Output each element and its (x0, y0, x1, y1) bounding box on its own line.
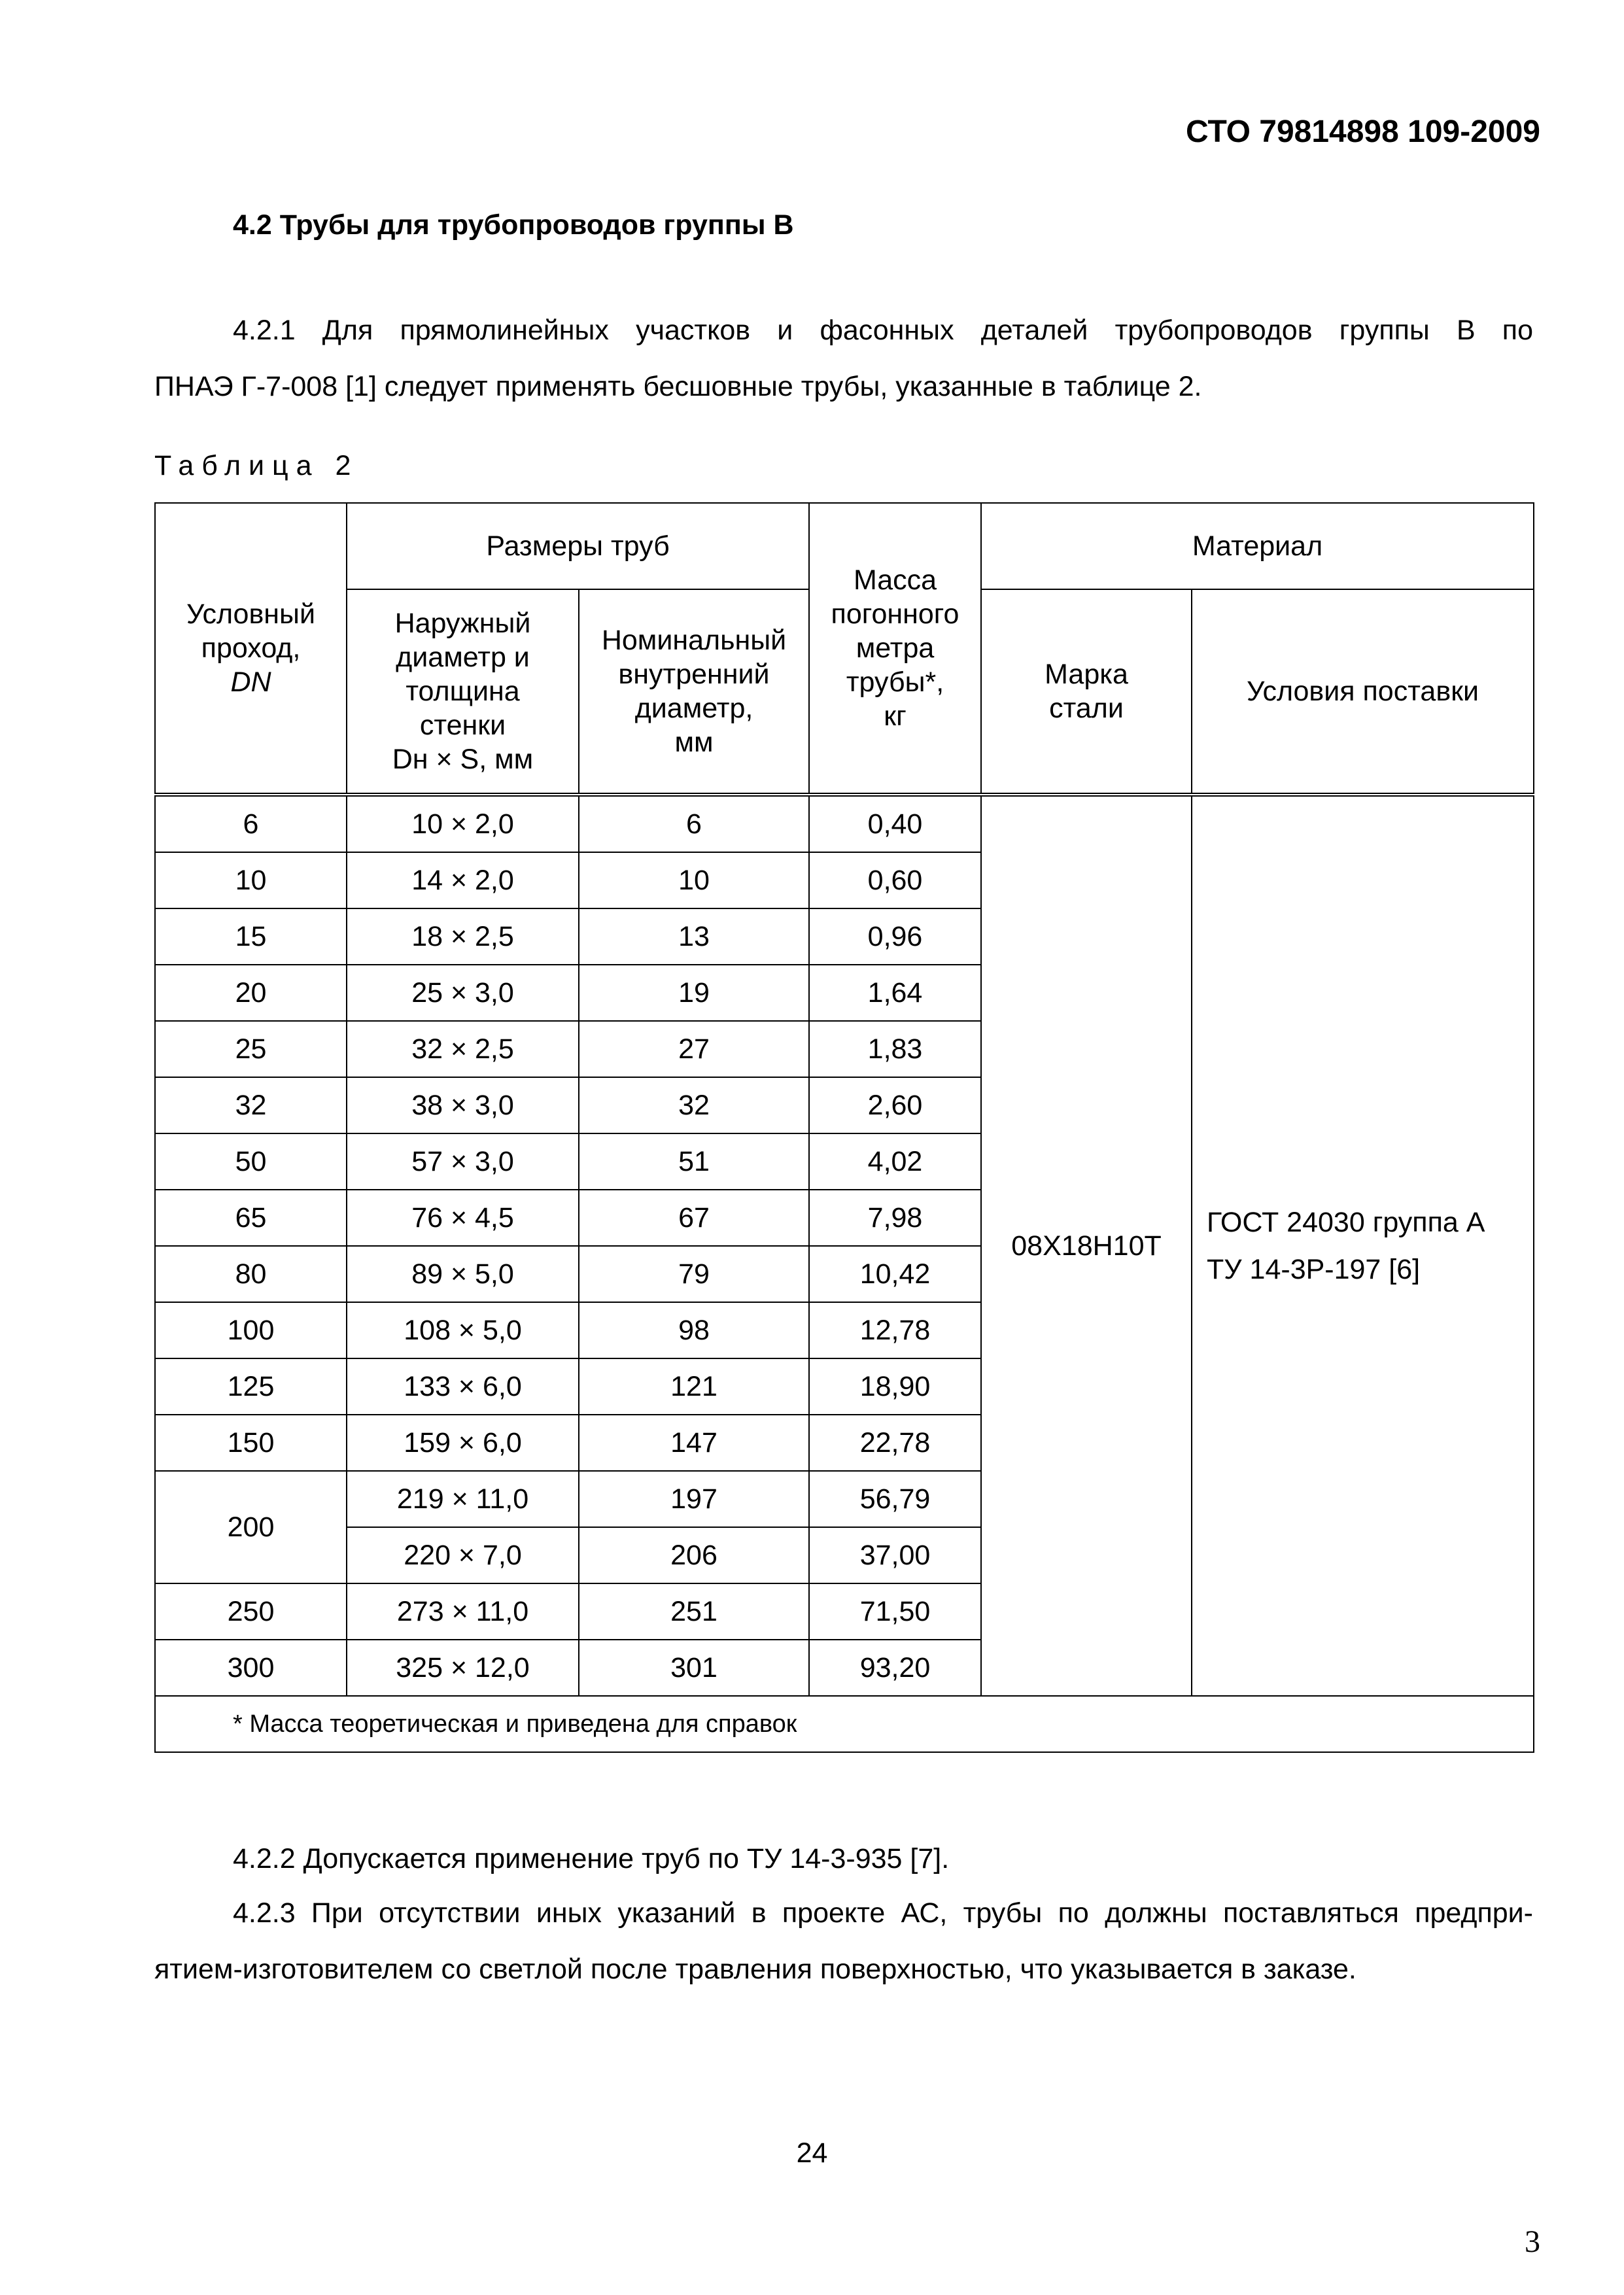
cell-mass: 4,02 (809, 1133, 981, 1190)
cell-inner: 13 (579, 908, 809, 965)
cell-outer: 10 × 2,0 (347, 795, 579, 852)
cell-mass: 7,98 (809, 1190, 981, 1246)
cell-dn: 10 (155, 852, 347, 908)
cell-outer: 220 × 7,0 (347, 1527, 579, 1583)
cell-dn: 80 (155, 1246, 347, 1302)
cell-mass: 22,78 (809, 1415, 981, 1471)
table-row (155, 795, 1534, 852)
cell-mass: 18,90 (809, 1358, 981, 1415)
header-text: кг (884, 700, 907, 732)
cell-dn: 20 (155, 965, 347, 1021)
cell-mass: 0,96 (809, 908, 981, 965)
header-text: Наружный (394, 608, 531, 639)
header-text: Масса (853, 564, 937, 596)
cell-inner: 251 (579, 1583, 809, 1640)
cell-inner: 6 (579, 795, 809, 852)
cell-inner: 27 (579, 1021, 809, 1077)
paragraph-line: 4.2.1 Для прямолинейных участков и фасонных деталей трубопроводов группы В по (233, 315, 1533, 346)
cell-outer: 273 × 11,0 (347, 1583, 579, 1640)
delivery-line: ГОСТ 24030 группа А (1207, 1207, 1485, 1238)
cell-outer: 14 × 2,0 (347, 852, 579, 908)
header-pipe-sizes: Размеры труб (347, 503, 809, 589)
document-code: СТО 79814898 109-2009 (1185, 114, 1540, 149)
cell-inner: 121 (579, 1358, 809, 1415)
cell-dn: 100 (155, 1302, 347, 1358)
section-title: 4.2 Трубы для трубопроводов группы В (233, 209, 794, 241)
header-text: погонного (831, 598, 959, 630)
cell-outer: 133 × 6,0 (347, 1358, 579, 1415)
cell-mass: 12,78 (809, 1302, 981, 1358)
cell-inner: 147 (579, 1415, 809, 1471)
scan-page-number: 3 (1525, 2224, 1540, 2259)
cell-outer: 32 × 2,5 (347, 1021, 579, 1077)
table-footnote-row (155, 1696, 1534, 1752)
header-text: диаметр, (634, 693, 753, 724)
cell-inner: 19 (579, 965, 809, 1021)
cell-dn: 50 (155, 1133, 347, 1190)
header-text: внутренний (618, 659, 770, 690)
header-text: трубы*, (846, 666, 944, 698)
cell-inner: 51 (579, 1133, 809, 1190)
cell-mass: 37,00 (809, 1527, 981, 1583)
cell-mass: 0,60 (809, 852, 981, 908)
cell-dn: 32 (155, 1077, 347, 1133)
cell-dn: 15 (155, 908, 347, 965)
cell-dn: 200 (155, 1471, 347, 1583)
cell-dn: 25 (155, 1021, 347, 1077)
cell-mass: 0,40 (809, 795, 981, 852)
header-material: Материал (981, 503, 1534, 589)
cell-dn: 250 (155, 1583, 347, 1640)
paragraph-4-2-2: 4.2.2 Допускается применение труб по ТУ 14-3-935 [7]. (233, 1843, 950, 1874)
header-delivery-conditions: Условия поставки (1192, 589, 1534, 795)
header-text: стали (1049, 693, 1124, 724)
cell-outer: 89 × 5,0 (347, 1246, 579, 1302)
cell-outer: 108 × 5,0 (347, 1302, 579, 1358)
cell-dn: 300 (155, 1640, 347, 1696)
cell-inner: 197 (579, 1471, 809, 1527)
cell-mass: 2,60 (809, 1077, 981, 1133)
page-number: 24 (796, 2137, 828, 2169)
header-text: диаметр и (396, 642, 530, 673)
header-dn (155, 503, 347, 795)
cell-outer: 25 × 3,0 (347, 965, 579, 1021)
cell-inner: 10 (579, 852, 809, 908)
cell-steel-grade: 08Х18Н10Т (981, 795, 1192, 1696)
header-text: стенки (419, 710, 506, 741)
header-text: Марка (1045, 659, 1128, 690)
cell-outer: 38 × 3,0 (347, 1077, 579, 1133)
paragraph-line: ПНАЭ Г-7-008 [1] следует применять бесшовные трубы, указанные в таблице 2. (154, 371, 1202, 402)
header-text: Номинальный (601, 625, 787, 656)
header-text: мм (674, 727, 714, 758)
cell-outer: 325 × 12,0 (347, 1640, 579, 1696)
header-steel-grade (981, 589, 1192, 795)
cell-inner: 79 (579, 1246, 809, 1302)
header-mass (809, 503, 981, 795)
header-text: Условный (186, 598, 315, 630)
header-outer-diameter (347, 589, 579, 795)
paragraph-4-2-3 (154, 1885, 1533, 1997)
header-text: DN (230, 666, 271, 698)
cell-mass: 93,20 (809, 1640, 981, 1696)
cell-delivery-conditions (1192, 795, 1534, 1696)
cell-outer: 76 × 4,5 (347, 1190, 579, 1246)
pipe-spec-table (154, 502, 1534, 1753)
cell-mass: 1,64 (809, 965, 981, 1021)
delivery-line: ТУ 14-3Р-197 [6] (1207, 1254, 1421, 1285)
table-footnote: * Масса теоретическая и приведена для справок (155, 1696, 1534, 1752)
cell-inner: 98 (579, 1302, 809, 1358)
header-text: метра (855, 632, 935, 664)
paragraph-line: ятием-изготовителем со светлой после травления поверхностью, что указывается в заказе. (154, 1954, 1356, 1985)
cell-outer: 159 × 6,0 (347, 1415, 579, 1471)
header-text: Dн × S, мм (392, 744, 534, 775)
paragraph-4-2-1 (154, 302, 1533, 415)
table-caption: Таблица 2 (154, 450, 359, 481)
cell-inner: 206 (579, 1527, 809, 1583)
header-text: проход, (201, 632, 301, 664)
cell-mass: 1,83 (809, 1021, 981, 1077)
cell-dn: 125 (155, 1358, 347, 1415)
header-text: толщина (406, 676, 520, 707)
cell-inner: 32 (579, 1077, 809, 1133)
cell-dn: 6 (155, 795, 347, 852)
cell-outer: 18 × 2,5 (347, 908, 579, 965)
cell-inner: 301 (579, 1640, 809, 1696)
cell-mass: 56,79 (809, 1471, 981, 1527)
cell-outer: 57 × 3,0 (347, 1133, 579, 1190)
cell-inner: 67 (579, 1190, 809, 1246)
cell-dn: 65 (155, 1190, 347, 1246)
cell-mass: 10,42 (809, 1246, 981, 1302)
cell-mass: 71,50 (809, 1583, 981, 1640)
cell-dn: 150 (155, 1415, 347, 1471)
paragraph-line: 4.2.3 При отсутствии иных указаний в проекте АС, трубы по должны поставляться предпри- (233, 1897, 1533, 1929)
cell-outer: 219 × 11,0 (347, 1471, 579, 1527)
header-inner-diameter (579, 589, 809, 795)
